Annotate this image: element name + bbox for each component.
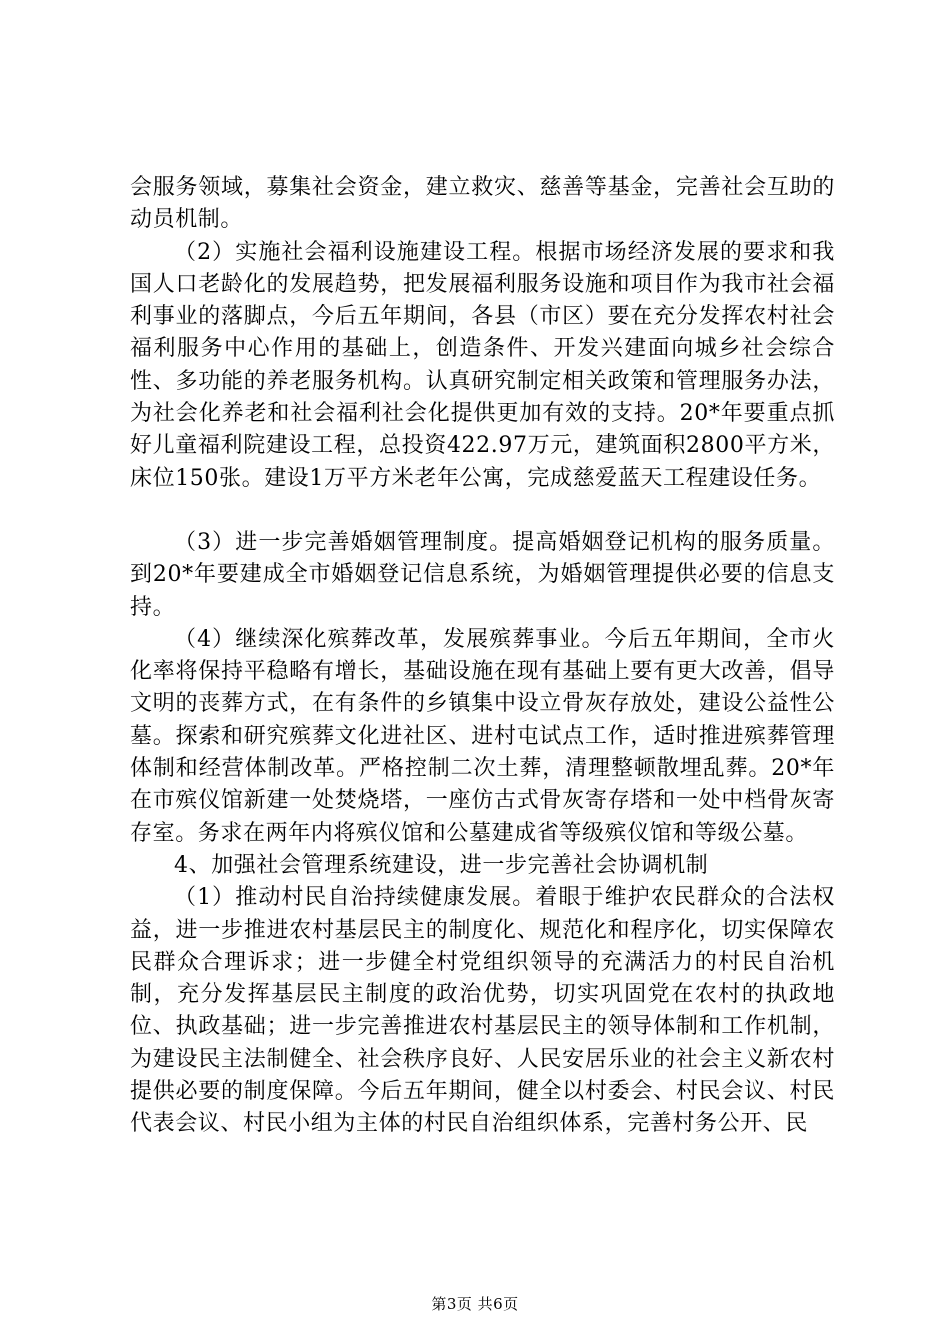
section-heading-social-management: 4、加强社会管理系统建设，进一步完善社会协调机制 xyxy=(174,852,709,878)
page-number: 第3页 共6页 xyxy=(431,1295,519,1313)
page-footer xyxy=(0,1294,950,1314)
document-body xyxy=(130,172,835,1141)
paragraph-village-autonomy: （1）推动村民自治持续健康发展。着眼于维护农民群众的合法权益，进一步推进农村基层民主的制度化、规范化和程序化，切实保障农民群众合理诉求；进一步健全村党组织领导的充满活力的村民自治机制，充分发挥基层民主制度的政治优势，切实巩固党在农村的执政地位、执政基础；进一步完善推进农村基层民主的领导体制和工作机制，为建设民主法制健全、社会秩序良好、人民安居乐业的社会主义新农村提供必要的制度保障。今后五年期间，健全以村委会、村民会议、村民代表会议、村民小组为主体的村民自治组织体系，完善村务公开、民 xyxy=(130,885,835,1137)
paragraph-funeral-reform: （4）继续深化殡葬改革，发展殡葬事业。今后五年期间，全市火化率将保持平稳略有增长，基础设施在现有基础上要有更大改善，倡导文明的丧葬方式，在有条件的乡镇集中设立骨灰存放处，建设公益性公墓。探索和研究殡葬文化进社区、进村屯试点工作，适时推进殡葬管理体制和经营体制改革。严格控制二次土葬，清理整顿散埋乱葬。20*年在市殡仪馆新建一处焚烧塔，一座仿古式骨灰寄存塔和一处中档骨灰寄存室。务求在两年内将殡仪馆和公墓建成省等级殡仪馆和等级公墓。 xyxy=(130,626,835,846)
paragraph-continuation: 会服务领域，募集社会资金，建立救灾、慈善等基金，完善社会互助的动员机制。 xyxy=(130,175,835,233)
paragraph-marriage-management: （3）进一步完善婚姻管理制度。提高婚姻登记机构的服务质量。到20*年要建成全市婚姻登记信息系统，为婚姻管理提供必要的信息支持。 xyxy=(130,529,835,620)
paragraph-welfare-facilities: （2）实施社会福利设施建设工程。根据市场经济发展的要求和我国人口老龄化的发展趋势，把发展福利服务设施和项目作为我市社会福利事业的落脚点，今后五年期间，各县（市区）要在充分发挥农村社会福利服务中心作用的基础上，创造条件、开发兴建面向城乡社会综合性、多功能的养老服务机构。认真研究制定相关政策和管理服务办法，为社会化养老和社会福利社会化提供更加有效的支持。20*年要重点抓好儿童福利院建设工程，总投资422.97万元，建筑面积2800平方米，床位150张。建设1万平方米老年公寓，完成慈爱蓝天工程建设任务。 xyxy=(130,239,835,491)
